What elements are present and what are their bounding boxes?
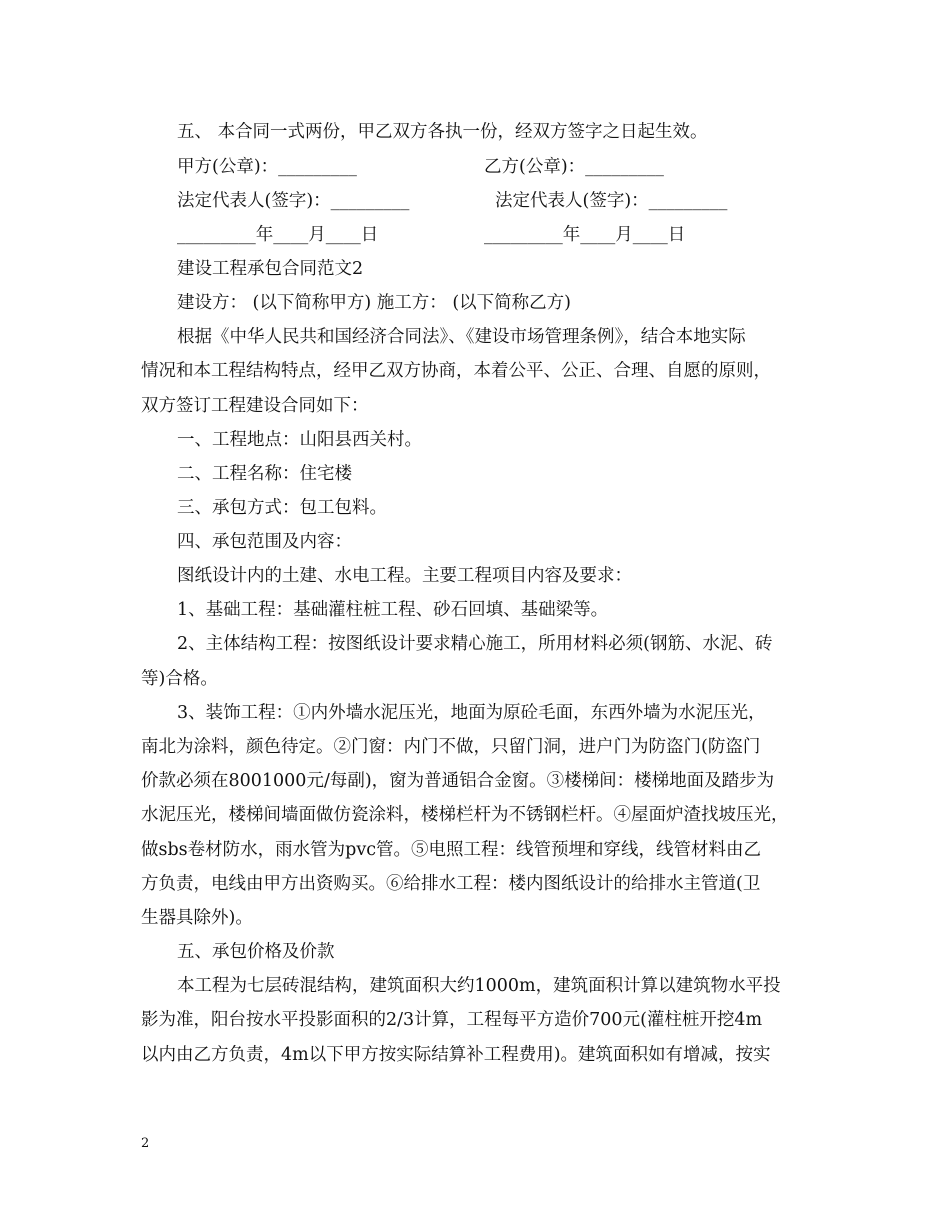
paragraph-line: 以内由乙方负责，4m以下甲方按实际结算补工程费用)。建筑面积如有增减，按实 [141,1045,771,1065]
party-b-seal: 乙方(公章)：_________ [484,157,664,177]
paragraph-line: 等)合格。 [141,669,218,689]
page-number: 2 [141,1136,150,1151]
item-location: 一、工程地点：山阳县西关村。 [177,430,422,450]
party-b-date: _________年____月____日 [484,225,686,245]
paragraph-line: 南北为涂料，颜色待定。②门窗：内门不做，只留门洞，进户门为防盗门(防盗门 [141,737,761,757]
party-a-seal: 甲方(公章)：_________ [177,157,357,177]
item-method: 三、承包方式：包工包料。 [177,498,387,518]
paragraph-line: 价款必须在8001000元/每副)，窗为普通铝合金窗。③楼梯间：楼梯地面及踏步为 [141,771,775,791]
item-name: 二、工程名称：住宅楼 [177,464,352,484]
paragraph-line: 图纸设计内的土建、水电工程。主要工程项目内容及要求： [177,566,632,586]
section-title: 建设工程承包合同范文2 [177,259,364,279]
paragraph-line: 3、装饰工程：①内外墙水泥压光，地面为原砼毛面，东西外墙为水泥压光， [177,703,766,723]
paragraph-line: 本工程为七层砖混结构，建筑面积大约1000m，建筑面积计算以建筑物水平投 [177,976,781,996]
paragraph-line: 方负责，电线由甲方出资购买。⑥给排水工程：楼内图纸设计的给排水主管道(卫 [141,874,761,894]
paragraph-line: 双方签订工程建设合同如下： [141,396,369,416]
paragraph-line: 生器具除外)。 [141,908,253,928]
party-b-representative: 法定代表人(签字)：_________ [495,191,728,211]
party-a-representative: 法定代表人(签字)：_________ [177,191,410,211]
paragraph-line: 做sbs卷材防水，雨水管为pvc管。⑤电照工程：线管预埋和穿线，线管材料由乙 [141,840,762,860]
clause-five-effective: 五、 本合同一式两份，甲乙双方各执一份，经双方签字之日起生效。 [177,122,708,142]
item-price-heading: 五、承包价格及价款 [177,942,335,962]
paragraph-line: 1、基础工程：基础灌柱桩工程、砂石回填、基础梁等。 [177,600,609,620]
parties-line: 建设方： (以下简称甲方) 施工方： (以下简称乙方) [177,293,571,313]
paragraph-line: 2、主体结构工程：按图纸设计要求精心施工，所用材料必须(钢筋、水泥、砖 [177,634,773,654]
paragraph-line: 影为准，阳台按水平投影面积的2/3计算，工程每平方造价700元(灌柱桩开挖4m [141,1010,763,1030]
paragraph-line: 情况和本工程结构特点，经甲乙双方协商，本着公平、公正、合理、自愿的原则， [141,361,771,381]
party-a-date: _________年____月____日 [177,225,379,245]
item-scope: 四、承包范围及内容： [177,532,352,552]
paragraph-line: 根据《中华人民共和国经济合同法》、《建设市场管理条例》，结合本地实际 [177,327,746,347]
paragraph-line: 水泥压光，楼梯间墙面做仿瓷涂料，楼梯栏杆为不锈钢栏杆。④屋面炉渣找坡压光， [141,805,789,825]
